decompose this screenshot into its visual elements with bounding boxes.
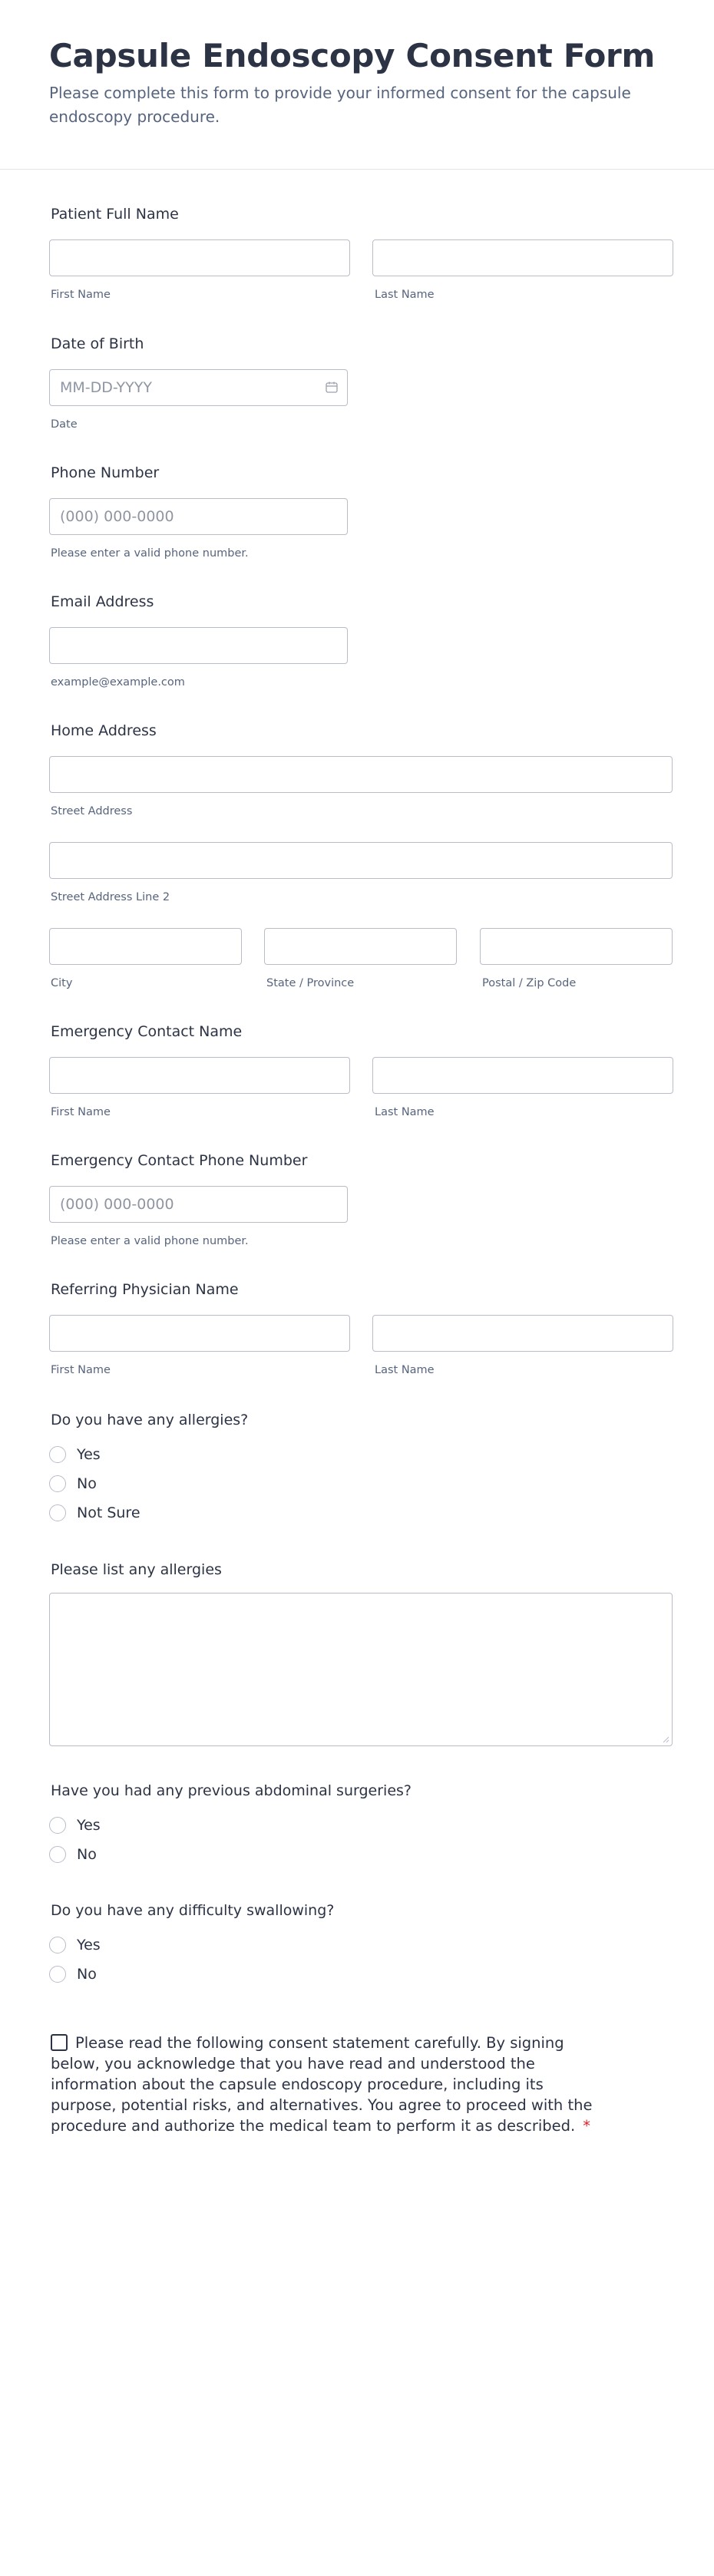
radio-button[interactable] <box>49 1817 66 1834</box>
email-input[interactable] <box>49 627 348 664</box>
physician-first-name-input[interactable] <box>49 1315 350 1352</box>
radio-label: Yes <box>77 1817 101 1834</box>
radio-button[interactable] <box>49 1475 66 1492</box>
physician-name-label: Referring Physician Name <box>51 1281 239 1298</box>
allergies-label: Do you have any allergies? <box>51 1412 249 1428</box>
email-label: Email Address <box>51 593 154 610</box>
state-sublabel: State / Province <box>266 977 355 989</box>
zip-sublabel: Postal / Zip Code <box>482 977 577 989</box>
allergy-list-label: Please list any allergies <box>51 1561 222 1578</box>
patient-first-name-sublabel: First Name <box>51 289 111 301</box>
radio-label: Yes <box>77 1937 101 1953</box>
form-title: Capsule Endoscopy Consent Form <box>49 37 655 74</box>
surgeries-label: Have you had any previous abdominal surgeries? <box>51 1782 412 1799</box>
phone-placeholder: (000) 000-0000 <box>60 508 174 525</box>
required-asterisk: * <box>583 2117 590 2135</box>
radio-button[interactable] <box>49 1446 66 1463</box>
radio-button[interactable] <box>49 1937 66 1953</box>
radio-label: Yes <box>77 1446 101 1463</box>
allergy-list-textarea[interactable] <box>49 1593 673 1746</box>
phone-label: Phone Number <box>51 464 160 481</box>
physician-first-name-sublabel: First Name <box>51 1364 111 1376</box>
emergency-last-name-input[interactable] <box>372 1057 673 1094</box>
city-sublabel: City <box>51 977 73 989</box>
radio-button[interactable] <box>49 1504 66 1521</box>
emergency-phone-input[interactable] <box>49 1186 348 1223</box>
emergency-phone-placeholder: (000) 000-0000 <box>60 1196 174 1213</box>
radio-label: Not Sure <box>77 1504 140 1521</box>
swallowing-label: Do you have any difficulty swallowing? <box>51 1902 335 1919</box>
consent-checkbox[interactable] <box>51 2034 68 2051</box>
state-input[interactable] <box>264 928 457 965</box>
radio-label: No <box>77 1475 97 1492</box>
radio-label: No <box>77 1966 97 1983</box>
street-address-input[interactable] <box>49 756 673 793</box>
patient-last-name-input[interactable] <box>372 239 673 276</box>
dob-placeholder: MM-DD-YYYY <box>60 379 152 396</box>
emergency-phone-sublabel: Please enter a valid phone number. <box>51 1235 249 1247</box>
emergency-name-label: Emergency Contact Name <box>51 1023 243 1040</box>
street-address-line2-input[interactable] <box>49 842 673 879</box>
physician-last-name-input[interactable] <box>372 1315 673 1352</box>
phone-sublabel: Please enter a valid phone number. <box>51 547 249 560</box>
patient-name-label: Patient Full Name <box>51 206 179 223</box>
dob-input[interactable] <box>49 369 348 406</box>
consent-text: Please read the following consent statement carefully. By signing below, you acknowledge that you have read and understood the information about the capsule endoscopy procedure, including its purpose, potential risks, and alternatives. You agree to proceed with the procedure and authorize the medical team to perform it as described. <box>51 2034 593 2135</box>
street-address-sublabel: Street Address <box>51 805 133 817</box>
city-input[interactable] <box>49 928 242 965</box>
address-label: Home Address <box>51 722 157 739</box>
emergency-first-name-sublabel: First Name <box>51 1106 111 1118</box>
form-subtitle: Please complete this form to provide your informed consent for the capsule endoscopy procedure. <box>49 84 631 126</box>
patient-first-name-input[interactable] <box>49 239 350 276</box>
radio-label: No <box>77 1846 97 1863</box>
physician-last-name-sublabel: Last Name <box>375 1364 435 1376</box>
emergency-phone-label: Emergency Contact Phone Number <box>51 1152 308 1169</box>
dob-sublabel: Date <box>51 418 78 431</box>
street-address-line2-sublabel: Street Address Line 2 <box>51 891 170 903</box>
calendar-icon[interactable] <box>326 381 338 393</box>
consent-statement <box>51 2033 603 2136</box>
email-sublabel: example@example.com <box>51 676 185 689</box>
emergency-first-name-input[interactable] <box>49 1057 350 1094</box>
resize-handle-icon[interactable] <box>662 1735 669 1743</box>
phone-input[interactable] <box>49 498 348 535</box>
radio-button[interactable] <box>49 1846 66 1863</box>
emergency-last-name-sublabel: Last Name <box>375 1106 435 1118</box>
dob-label: Date of Birth <box>51 335 144 352</box>
form-header <box>0 0 714 170</box>
radio-button[interactable] <box>49 1966 66 1983</box>
patient-last-name-sublabel: Last Name <box>375 289 435 301</box>
zip-input[interactable] <box>480 928 673 965</box>
